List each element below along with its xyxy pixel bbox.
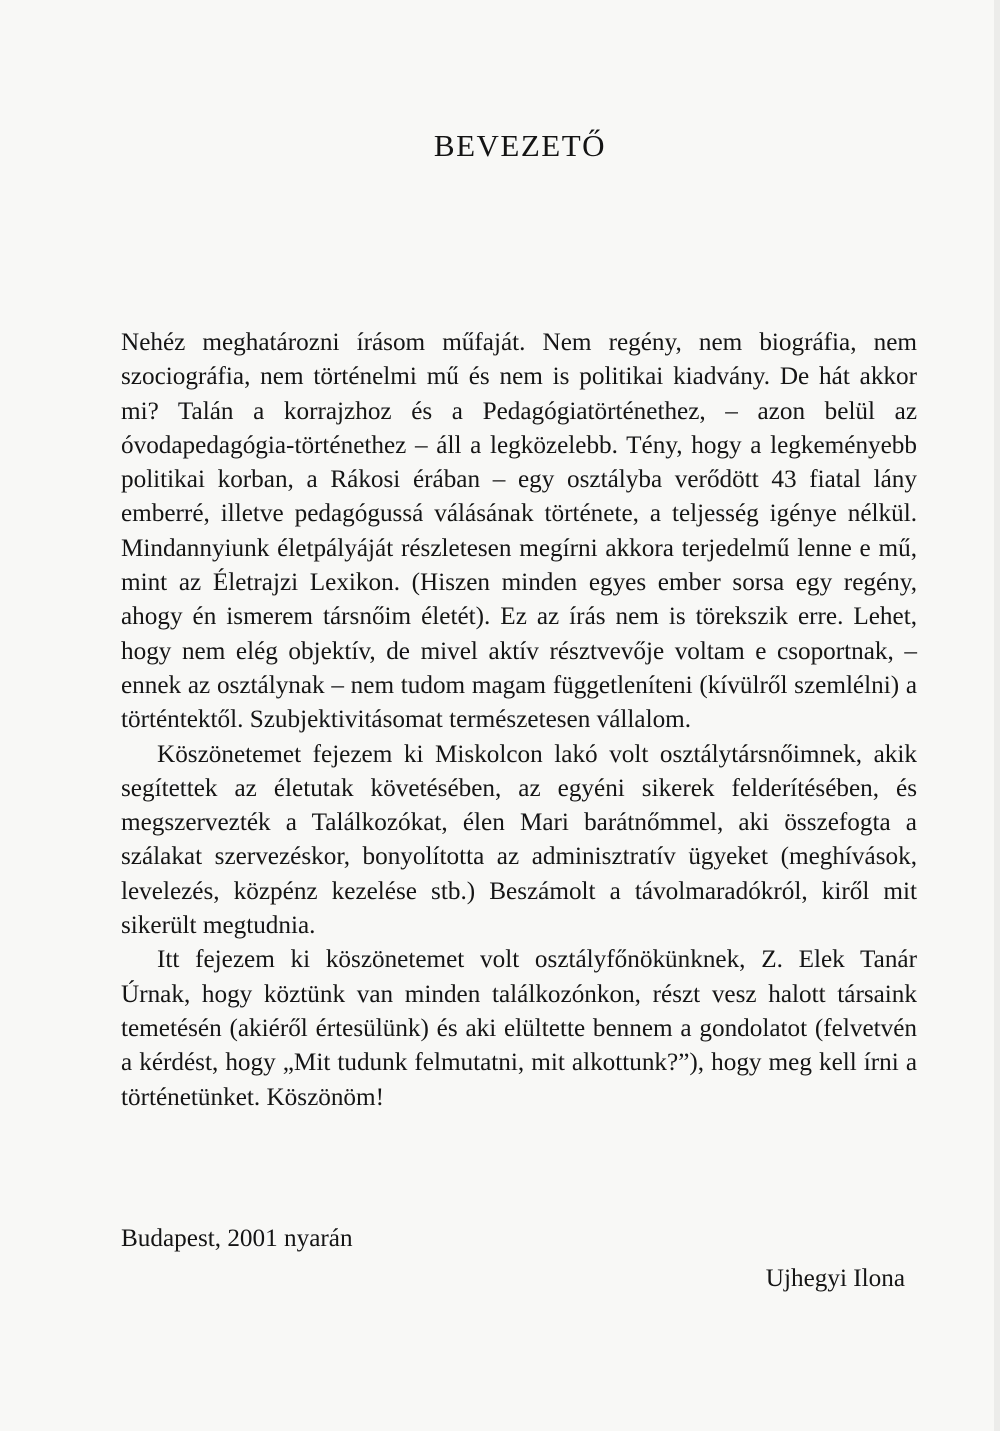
place-and-date: Budapest, 2001 nyarán — [121, 1225, 353, 1252]
chapter-title: BEVEZETŐ — [433, 128, 607, 163]
author-signature: Ujhegyi Ilona — [765, 1265, 905, 1292]
paragraph-3: Itt fejezem ki köszönetemet volt osztályfőnökünknek, Z. Elek Tanár Úrnak, hogy köztünk van minden találkozónkon, részt vesz halott társaink temetésén (akiéről értesülünk) és aki elültette bennem a gondolatot (felvetvén a kérdést, hogy „Mit tudunk felmutatni, mit alkottunk?”), hogy meg kell írni a történetünket. Köszönöm! — [121, 946, 917, 1111]
paragraph-1: Nehéz meghatározni írásom műfaját. Nem regény, nem biográfia, nem szociográfia, nem történelmi mű és nem is politikai kiadvány. De hát akkor mi? Talán a korrajzhoz és a Pedagógiatörténethez, – azon belül az óvodapedagógia-történethez – áll a legközelebb. Tény, hogy a legkeményebb politikai korban, a Rákosi érában – egy osztályba verődött 43 fiatal lány emberré, illetve pedagógussá válásának története, a teljesség igénye nélkül. Mindannyiunk életpályáját részletesen megírni akkora terjedelmű lenne e mű, mint az Életrajzi Lexikon. (Hiszen minden egyes ember sorsa egy regény, ahogy én ismerem társnőim életét). Ez az írás nem is törekszik erre. Lehet, hogy nem elég objektív, de mivel aktív résztvevője voltam e csoportnak, – ennek az osztálynak – nem tudom magam függetleníteni (kívülről szemlélni) a történtektől. Szubjektivitásomat természetesen vállalom. — [121, 329, 917, 734]
body-text — [121, 326, 917, 1115]
paragraph-2: Köszönetemet fejezem ki Miskolcon lakó volt osztálytársnőimnek, akik segítettek az életutak követésében, az egyéni sikerek felderítésében, és megszervezték a Találkozókat, élen Mari barátnőmmel, aki összefogta a szálakat szervezéskor, bonyolította az adminisztratív ügyeket (meghívások, levelezés, közpénz kezelése stb.) Beszámolt a távolmaradókról, kiről mit sikerült megtudnia. — [121, 740, 917, 940]
